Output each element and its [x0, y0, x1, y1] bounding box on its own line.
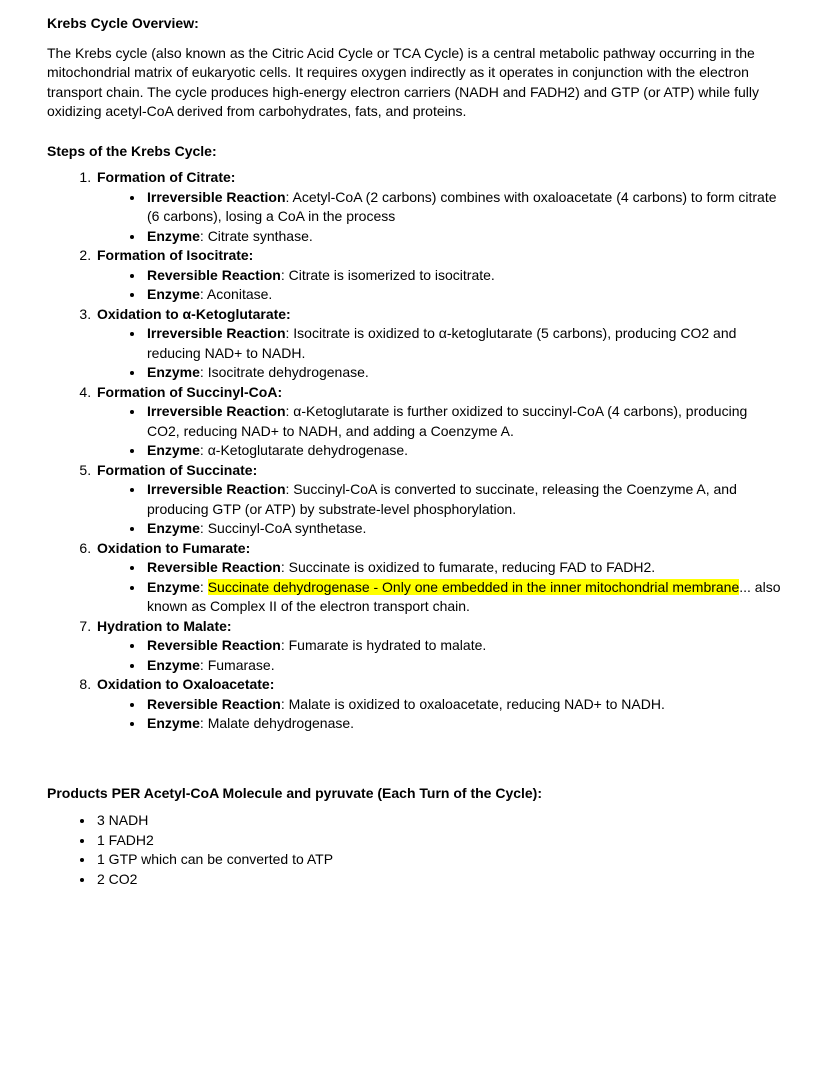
step-title: Formation of Citrate:	[97, 169, 236, 185]
step-sublist	[97, 480, 781, 539]
product-item: • 3 NADH	[95, 811, 781, 831]
bullet-label: Enzyme	[147, 286, 200, 302]
bullet-text: :	[199, 578, 208, 595]
step-item-1	[95, 168, 781, 246]
step-item-8	[95, 675, 781, 734]
step-sublist	[97, 188, 781, 247]
step-bullet	[145, 188, 781, 227]
step-bullet	[145, 402, 781, 441]
step-bullet	[145, 695, 781, 715]
bullet-text: : Fumarase.	[199, 656, 275, 673]
products-list	[47, 811, 781, 889]
step-bullet	[145, 324, 781, 363]
overview-paragraph: The Krebs cycle (also known as the Citric Acid Cycle or TCA Cycle) is a central metabolic pathway occurring in the mitochondrial matrix of eukaryotic cells. It requires oxygen indirectly as it operates in conjunction with the electron transport chain. The cycle produces high-energy electron carriers (NADH and FADH2) and GTP (or ATP) while fully oxidizing acetyl-CoA derived from carbohydrates, fats, and proteins.	[47, 44, 759, 119]
steps-list	[47, 168, 781, 734]
bullet-label: Enzyme	[147, 227, 200, 244]
highlighted-text: Succinate dehydrogenase - Only one embedded in the inner mitochondrial membrane	[207, 578, 740, 595]
bullet-text: : Fumarate is hydrated to malate.	[280, 637, 487, 653]
step-sublist	[97, 695, 781, 734]
step-bullet-highlighted	[145, 578, 781, 617]
bullet-label: Irreversible Reaction	[147, 325, 286, 341]
step-bullet	[145, 285, 781, 305]
step-sublist	[97, 324, 781, 383]
step-bullet	[145, 363, 781, 383]
step-bullet	[145, 266, 781, 286]
step-bullet	[145, 441, 781, 461]
step-sublist	[97, 402, 781, 461]
product-item: • 1 GTP which can be converted to ATP	[95, 850, 781, 870]
step-title: Formation of Succinate:	[97, 461, 258, 478]
bullet-text: : Acetyl-CoA (2 carbons) combines with oxaloacetate (4 carbons) to form citrate (6 carbons), losing a CoA in the process	[147, 188, 777, 224]
bullet-label: Irreversible Reaction	[147, 481, 286, 497]
bullet-text: : Succinyl-CoA synthetase.	[199, 520, 367, 536]
step-item-5	[95, 461, 781, 539]
step-bullet	[145, 636, 781, 656]
bullet-label: Enzyme	[147, 656, 200, 673]
step-title: Oxidation to Oxaloacetate:	[97, 676, 275, 692]
bullet-text: : Citrate is isomerized to isocitrate.	[280, 266, 495, 283]
step-bullet	[145, 227, 781, 247]
step-sublist	[97, 636, 781, 675]
step-bullet	[145, 519, 781, 539]
bullet-label: Enzyme	[147, 578, 200, 595]
step-title: Formation of Isocitrate:	[97, 247, 254, 263]
step-bullet	[145, 656, 781, 676]
bullet-label: Enzyme	[147, 364, 200, 380]
step-title: Oxidation to Fumarate:	[97, 539, 251, 556]
step-title: Hydration to Malate:	[97, 617, 232, 634]
step-bullet	[145, 480, 781, 519]
step-item-2	[95, 246, 781, 305]
step-item-3	[95, 305, 781, 383]
bullet-text: : α-Ketoglutarate dehydrogenase.	[199, 442, 409, 458]
bullet-text: : Malate dehydrogenase.	[199, 715, 355, 731]
bullet-text: ... also known as Complex II of the electron transport chain.	[147, 578, 781, 614]
bullet-label: Enzyme	[147, 442, 200, 458]
bullet-label: Irreversible Reaction	[147, 188, 286, 205]
bullet-label: Reversible Reaction	[147, 559, 281, 575]
step-sublist	[97, 266, 781, 305]
products-heading: Products PER Acetyl-CoA Molecule and pyruvate (Each Turn of the Cycle):	[47, 784, 543, 801]
steps-heading: Steps of the Krebs Cycle:	[47, 142, 217, 159]
bullet-label: Reversible Reaction	[147, 637, 281, 653]
step-item-7	[95, 617, 781, 676]
bullet-text: : Aconitase.	[199, 286, 273, 302]
product-item: • 2 CO2	[95, 870, 781, 890]
bullet-text: : Malate is oxidized to oxaloacetate, reducing NAD+ to NADH.	[280, 695, 665, 712]
bullet-label: Irreversible Reaction	[147, 403, 286, 419]
bullet-text: : Isocitrate is oxidized to α-ketoglutarate (5 carbons), producing CO2 and reducing NAD+ to NADH.	[147, 325, 737, 361]
step-sublist	[97, 558, 781, 617]
bullet-text: : α-Ketoglutarate is further oxidized to succinyl-CoA (4 carbons), producing CO2, reducing NAD+ to NADH, and adding a Coenzyme A.	[147, 403, 748, 439]
bullet-text: : Isocitrate dehydrogenase.	[199, 364, 369, 380]
step-title: Oxidation to α-Ketoglutarate:	[97, 305, 291, 322]
bullet-text: : Succinate is oxidized to fumarate, reducing FAD to FADH2.	[280, 559, 656, 575]
step-title: Formation of Succinyl-CoA:	[97, 383, 283, 400]
step-bullet	[145, 558, 781, 578]
bullet-text: : Succinyl-CoA is converted to succinate, releasing the Coenzyme A, and producing GTP (or ATP) by substrate-level phosphorylation.	[147, 481, 737, 517]
bullet-label: Enzyme	[147, 715, 200, 731]
bullet-text: : Citrate synthase.	[199, 227, 313, 244]
step-bullet	[145, 714, 781, 734]
product-item: • 1 FADH2	[95, 831, 781, 851]
step-item-4	[95, 383, 781, 461]
bullet-label: Enzyme	[147, 520, 200, 536]
bullet-label: Reversible Reaction	[147, 266, 281, 283]
bullet-label: Reversible Reaction	[147, 695, 281, 712]
step-item-6	[95, 539, 781, 617]
overview-heading: Krebs Cycle Overview:	[47, 15, 199, 31]
